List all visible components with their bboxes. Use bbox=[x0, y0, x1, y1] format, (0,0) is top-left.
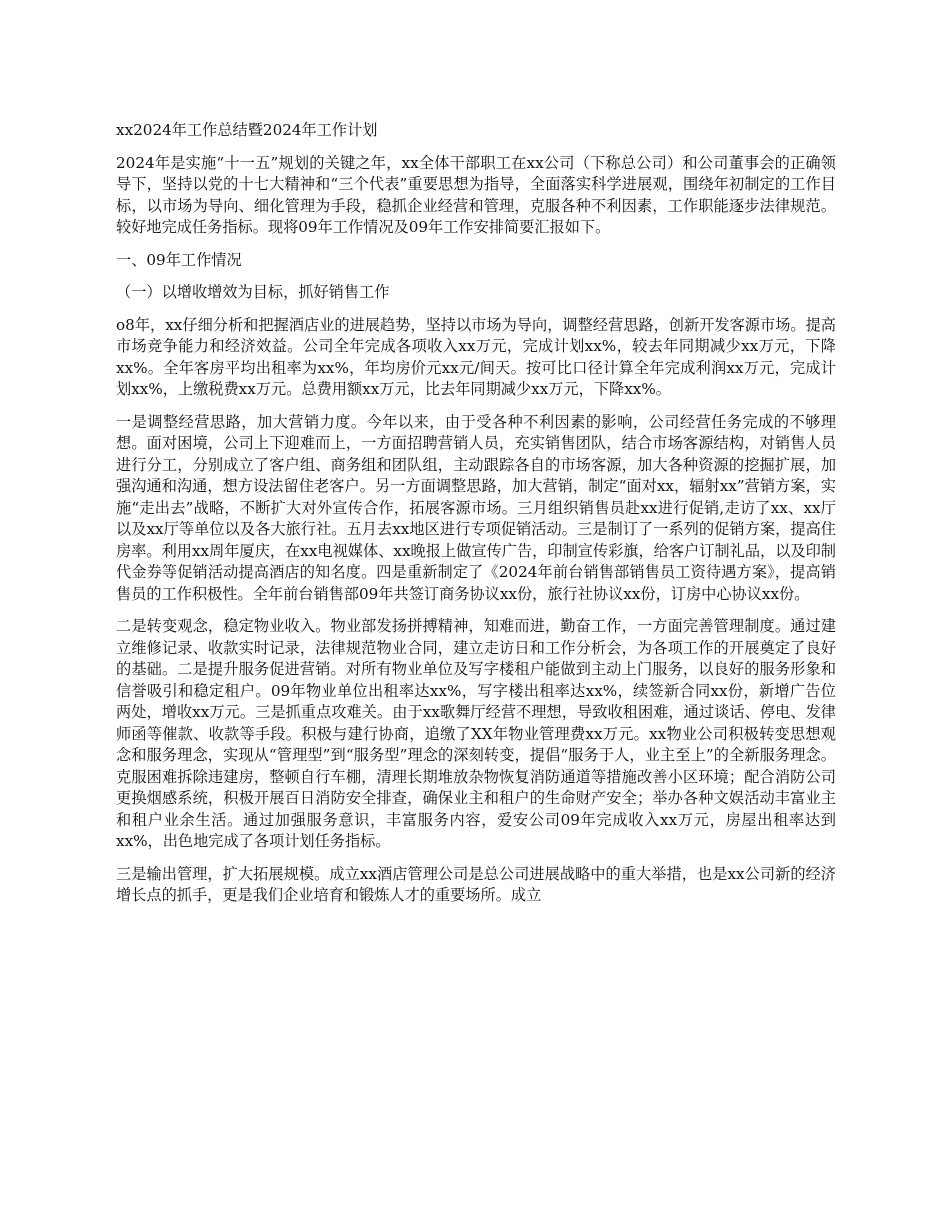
property-paragraph: 二是转变观念，稳定物业收入。物业部发扬拼搏精神，知难而进，勤奋工作，一方面完善管理制度。通过建立维修记录、收款实时记录，法律规范物业合同，建立走访日和工作分析会，为各项工作的开展奠定了良好的基础。二是提升服务促进营销。对所有物业单位及写字楼租户能做到主动上门服务，以良好的服务形象和信誉吸引和稳定租户。09年物业单位出租率达xx%，写字楼出租率达xx%，续签新合同xx份，新增广告位两处，增收xx万元。三是抓重点攻难关。由于xx歌舞厅经营不理想，导致收租困难，通过谈话、停电、发律师函等催款、收款等手段。积极与建行协商，追缴了XX年物业管理费xx万元。xx物业公司积极转变思想观念和服务理念，实现从“管理型”到“服务型”理念的深刻转变，提倡“服务于人，业主至上”的全新服务理念。克服困难拆除违建房，整顿自行车棚，清理长期堆放杂物恢复消防通道等措施改善小区环境；配合消防公司更换烟感系统，积极开展百日消防安全排查，确保业主和租户的生命财产安全；举办各种文娱活动丰富业主和租户业余生活。通过加强服务意识，丰富服务内容，爱安公司09年完成收入xx万元，房屋出租率达到xx%，出色地完成了各项计划任务指标。 bbox=[116, 617, 836, 850]
section-heading: 一、09年工作情况 bbox=[116, 250, 242, 269]
sales-overview-paragraph: o8年，xx仔细分析和把握酒店业的进展趋势，坚持以市场为导向，调整经营思路，创新开发客源市场。提高市场竞争能力和经济效益。公司全年完成各项收入xx万元，完成计划xx%，较去年同期减少xx万元，下降xx%。全年客房平均出租率为xx%，年均房价元xx元/间天。按可比口径计算全年完成利润xx万元，完成计划xx%，上缴税费xx万元。总费用额xx万元，比去年同期减少xx万元，下降xx%。 bbox=[116, 315, 836, 398]
intro-paragraph: 2024年是实施“十一五”规划的关键之年，xx全体干部职工在xx公司（下称总公司）和公司董事会的正确领导下，坚持以党的十七大精神和“三个代表”重要思想为指导，全面落实科学进展观，围绕年初制定的工作目标，以市场为导向、细化管理为手段，稳抓企业经营和管理，克服各种不利因素，工作职能逐步法律规范。较好地完成任务指标。现将09年工作情况及09年工作安排简要汇报如下。 bbox=[116, 153, 836, 236]
marketing-paragraph: 一是调整经营思路，加大营销力度。今年以来，由于受各种不利因素的影响，公司经营任务完成的不够理想。面对困境，公司上下迎难而上，一方面招聘营销人员，充实销售团队，结合市场客源结构，对销售人员进行分工，分别成立了客户组、商务组和团队组，主动跟踪各自的市场客源，加大各种资源的挖掘扩展，加强沟通和沟通，想方设法留住老客户。另一方面调整思路，加大营销，制定“面对xx，辐射xx”营销方案，实施“走出去”战略，不断扩大对外宣传合作，拓展客源市场。三月组织销售员赴xx进行促销,走访了xx、xx厅以及xx厅等单位以及各大旅行社。五月去xx地区进行专项促销活动。三是制订了一系列的促销方案，提高住房率。利用xx周年厦庆，在xx电视媒体、xx晚报上做宣传广告，印制宣传彩旗，给客户订制礼品，以及印制代金券等促销活动提高酒店的知名度。四是重新制定了《2024年前台销售部销售员工资待遇方案》，提高销售员的工作积极性。全年前台销售部09年共签订商务协议xx份，旅行社协议xx份，订房中心协议xx份。 bbox=[116, 412, 836, 603]
subsection-heading: （一）以增收增效为目标，抓好销售工作 bbox=[116, 283, 390, 301]
management-paragraph: 三是输出管理，扩大拓展规模。成立xx酒店管理公司是总公司进展战略中的重大举措，也是xx公司新的经济增长点的抓手，更是我们企业培育和锻炼人才的重要场所。成立 bbox=[116, 864, 836, 904]
document-title: xx2024年工作总结暨2024年工作计划 bbox=[116, 121, 378, 139]
document-page bbox=[116, 120, 836, 918]
